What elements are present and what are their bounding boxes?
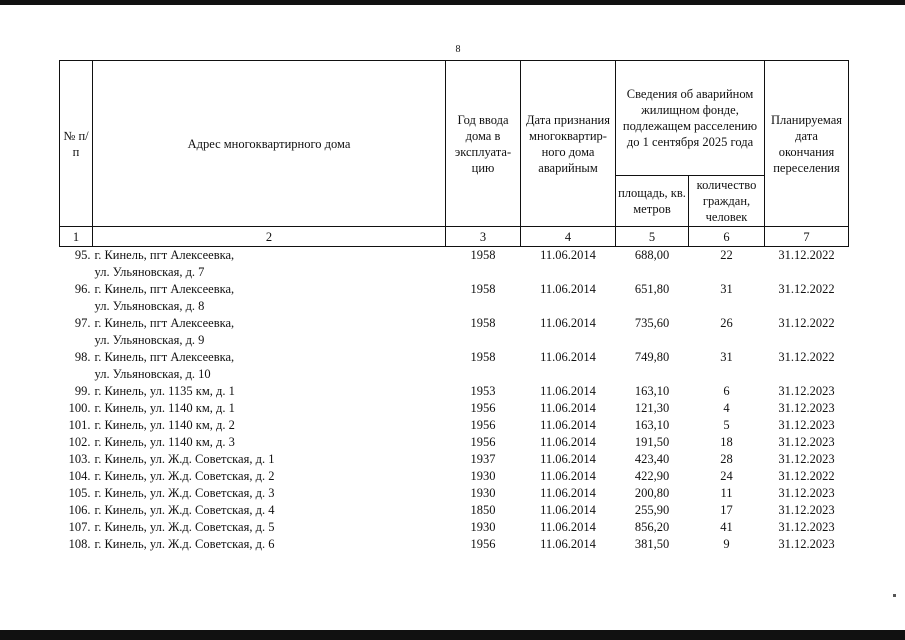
table-row — [60, 502, 849, 519]
row-area: 749,80 — [634, 350, 670, 364]
row-area: 163,10 — [634, 384, 670, 398]
row-count: 31 — [720, 282, 733, 296]
row-count: 24 — [720, 469, 733, 483]
row-date: 11.06.2014 — [540, 452, 596, 466]
row-number: 101. — [68, 418, 91, 432]
emergency-housing-table — [59, 60, 849, 553]
row-address-line1: г. Кинель, ул. Ж.д. Советская, д. 3 — [94, 486, 275, 500]
row-area: 856,20 — [634, 520, 670, 534]
row-end-date: 31.12.2022 — [778, 248, 835, 262]
row-end-date: 31.12.2023 — [778, 384, 835, 398]
row-number: 105. — [68, 486, 91, 500]
row-number: 103. — [68, 452, 91, 466]
row-address — [93, 451, 446, 468]
row-year: 1958 — [470, 316, 496, 330]
header-number: 6 — [689, 227, 765, 247]
row-number: 106. — [68, 503, 91, 517]
row-end-date: 31.12.2022 — [778, 316, 835, 330]
row-count: 26 — [720, 316, 733, 330]
row-year: 1956 — [470, 401, 496, 415]
row-end-date: 31.12.2022 — [778, 282, 835, 296]
row-area: 651,80 — [634, 282, 670, 296]
row-year: 1956 — [470, 435, 496, 449]
table-row — [60, 485, 849, 502]
row-year: 1958 — [470, 350, 496, 364]
row-number: 104. — [68, 469, 91, 483]
row-date: 11.06.2014 — [540, 418, 596, 432]
row-address — [93, 247, 446, 282]
row-area: 423,40 — [634, 452, 670, 466]
row-address-line1: г. Кинель, ул. 1140 км, д. 3 — [94, 435, 235, 449]
header-number: 2 — [93, 227, 446, 247]
row-end-date: 31.12.2023 — [778, 452, 835, 466]
row-address — [93, 519, 446, 536]
row-count: 5 — [723, 418, 730, 432]
row-address — [93, 417, 446, 434]
row-count: 28 — [720, 452, 733, 466]
header-number: 7 — [765, 227, 849, 247]
row-count: 17 — [720, 503, 733, 517]
row-date: 11.06.2014 — [540, 486, 596, 500]
row-area: 381,50 — [634, 537, 670, 551]
row-date: 11.06.2014 — [540, 520, 596, 534]
row-address-line2: ул. Ульяновская, д. 8 — [94, 299, 205, 313]
row-address-line1: г. Кинель, пгт Алексеевка, — [94, 350, 235, 364]
header-col-year: Год ввода дома в эксплуата-цию — [446, 61, 521, 227]
row-number: 100. — [68, 401, 91, 415]
row-year: 1956 — [470, 537, 496, 551]
row-address — [93, 502, 446, 519]
row-area: 163,10 — [634, 418, 670, 432]
row-count: 22 — [720, 248, 733, 262]
row-date: 11.06.2014 — [540, 350, 596, 364]
table-row — [60, 536, 849, 553]
row-year: 1958 — [470, 282, 496, 296]
row-date: 11.06.2014 — [540, 384, 596, 398]
table-row — [60, 519, 849, 536]
row-area: 200,80 — [634, 486, 670, 500]
row-date: 11.06.2014 — [540, 282, 596, 296]
header-col-address: Адрес многоквартирного дома — [93, 61, 446, 227]
row-address — [93, 383, 446, 400]
header-col-area: площадь, кв. метров — [616, 176, 689, 227]
row-number: 96. — [74, 282, 91, 296]
table-row — [60, 349, 849, 383]
row-date: 11.06.2014 — [540, 401, 596, 415]
row-count: 18 — [720, 435, 733, 449]
row-date: 11.06.2014 — [540, 248, 596, 262]
row-number: 99. — [74, 384, 91, 398]
row-year: 1953 — [470, 384, 496, 398]
row-address — [93, 281, 446, 315]
row-address-line2: ул. Ульяновская, д. 10 — [94, 367, 211, 381]
row-number: 95. — [74, 248, 91, 262]
row-end-date: 31.12.2023 — [778, 537, 835, 551]
row-end-date: 31.12.2023 — [778, 503, 835, 517]
row-year: 1930 — [470, 520, 496, 534]
row-number: 102. — [68, 435, 91, 449]
row-date: 11.06.2014 — [540, 435, 596, 449]
table-row — [60, 468, 849, 485]
row-address-line1: г. Кинель, ул. Ж.д. Советская, д. 6 — [94, 537, 275, 551]
row-address-line1: г. Кинель, пгт Алексеевка, — [94, 248, 235, 262]
row-address — [93, 434, 446, 451]
row-date: 11.06.2014 — [540, 537, 596, 551]
row-address — [93, 468, 446, 485]
row-count: 31 — [720, 350, 733, 364]
row-year: 1958 — [470, 248, 496, 262]
page-number: 8 — [455, 44, 461, 55]
row-number: 108. — [68, 537, 91, 551]
table-row — [60, 383, 849, 400]
row-count: 9 — [723, 537, 730, 551]
row-address-line2: ул. Ульяновская, д. 7 — [94, 265, 205, 279]
row-address-line1: г. Кинель, пгт Алексеевка, — [94, 316, 235, 330]
row-address-line1: г. Кинель, пгт Алексеевка, — [94, 282, 235, 296]
row-address-line1: г. Кинель, ул. 1135 км, д. 1 — [94, 384, 235, 398]
row-date: 11.06.2014 — [540, 316, 596, 330]
row-end-date: 31.12.2023 — [778, 418, 835, 432]
row-date: 11.06.2014 — [540, 469, 596, 483]
row-year: 1930 — [470, 469, 496, 483]
row-year: 1850 — [470, 503, 496, 517]
row-address — [93, 485, 446, 502]
row-number: 107. — [68, 520, 91, 534]
header-number: 1 — [60, 227, 93, 247]
row-end-date: 31.12.2023 — [778, 401, 835, 415]
row-address-line1: г. Кинель, ул. Ж.д. Советская, д. 5 — [94, 520, 275, 534]
row-end-date: 31.12.2022 — [778, 469, 835, 483]
header-number: 5 — [616, 227, 689, 247]
row-area: 422,90 — [634, 469, 670, 483]
row-count: 4 — [723, 401, 730, 415]
table-header — [60, 61, 849, 247]
row-end-date: 31.12.2023 — [778, 520, 835, 534]
row-end-date: 31.12.2023 — [778, 435, 835, 449]
row-address — [93, 536, 446, 553]
row-date: 11.06.2014 — [540, 503, 596, 517]
table-row — [60, 434, 849, 451]
header-number: 3 — [446, 227, 521, 247]
row-area: 191,50 — [634, 435, 670, 449]
table-row — [60, 315, 849, 349]
row-address-line1: г. Кинель, ул. Ж.д. Советская, д. 2 — [94, 469, 275, 483]
row-address-line1: г. Кинель, ул. Ж.д. Советская, д. 1 — [94, 452, 275, 466]
row-number: 98. — [74, 350, 91, 364]
row-address-line1: г. Кинель, ул. Ж.д. Советская, д. 4 — [94, 503, 275, 517]
table-body — [60, 247, 849, 554]
row-year: 1930 — [470, 486, 496, 500]
table-row — [60, 451, 849, 468]
header-number-row — [60, 227, 849, 247]
row-end-date: 31.12.2023 — [778, 486, 835, 500]
header-col-fund-group: Сведения об аварийном жилищном фонде, подлежащем расселению до 1 сентября 2025 года — [616, 61, 765, 176]
row-address — [93, 315, 446, 349]
header-col-no: № п/п — [60, 61, 93, 227]
row-address — [93, 400, 446, 417]
table-row — [60, 417, 849, 434]
row-area: 688,00 — [634, 248, 670, 262]
table-row — [60, 281, 849, 315]
scan-speck — [893, 594, 896, 597]
bottom-border-bar — [0, 630, 905, 640]
row-address-line1: г. Кинель, ул. 1140 км, д. 2 — [94, 418, 235, 432]
row-address-line1: г. Кинель, ул. 1140 км, д. 1 — [94, 401, 235, 415]
header-col-count: количество граждан, человек — [689, 176, 765, 227]
row-count: 6 — [723, 384, 730, 398]
row-count: 11 — [720, 486, 733, 500]
header-col-date: Дата признания многоквартир-ного дома аварийным — [521, 61, 616, 227]
table-row — [60, 400, 849, 417]
row-number: 97. — [74, 316, 91, 330]
header-number: 4 — [521, 227, 616, 247]
row-area: 255,90 — [634, 503, 670, 517]
row-end-date: 31.12.2022 — [778, 350, 835, 364]
row-area: 735,60 — [634, 316, 670, 330]
row-area: 121,30 — [634, 401, 670, 415]
row-address-line2: ул. Ульяновская, д. 9 — [94, 333, 205, 347]
row-year: 1937 — [470, 452, 496, 466]
row-count: 41 — [720, 520, 733, 534]
row-year: 1956 — [470, 418, 496, 432]
top-border-bar — [0, 0, 905, 5]
header-col-end: Планируемая дата окончания переселения — [765, 61, 849, 227]
row-address — [93, 349, 446, 383]
table-row — [60, 247, 849, 282]
